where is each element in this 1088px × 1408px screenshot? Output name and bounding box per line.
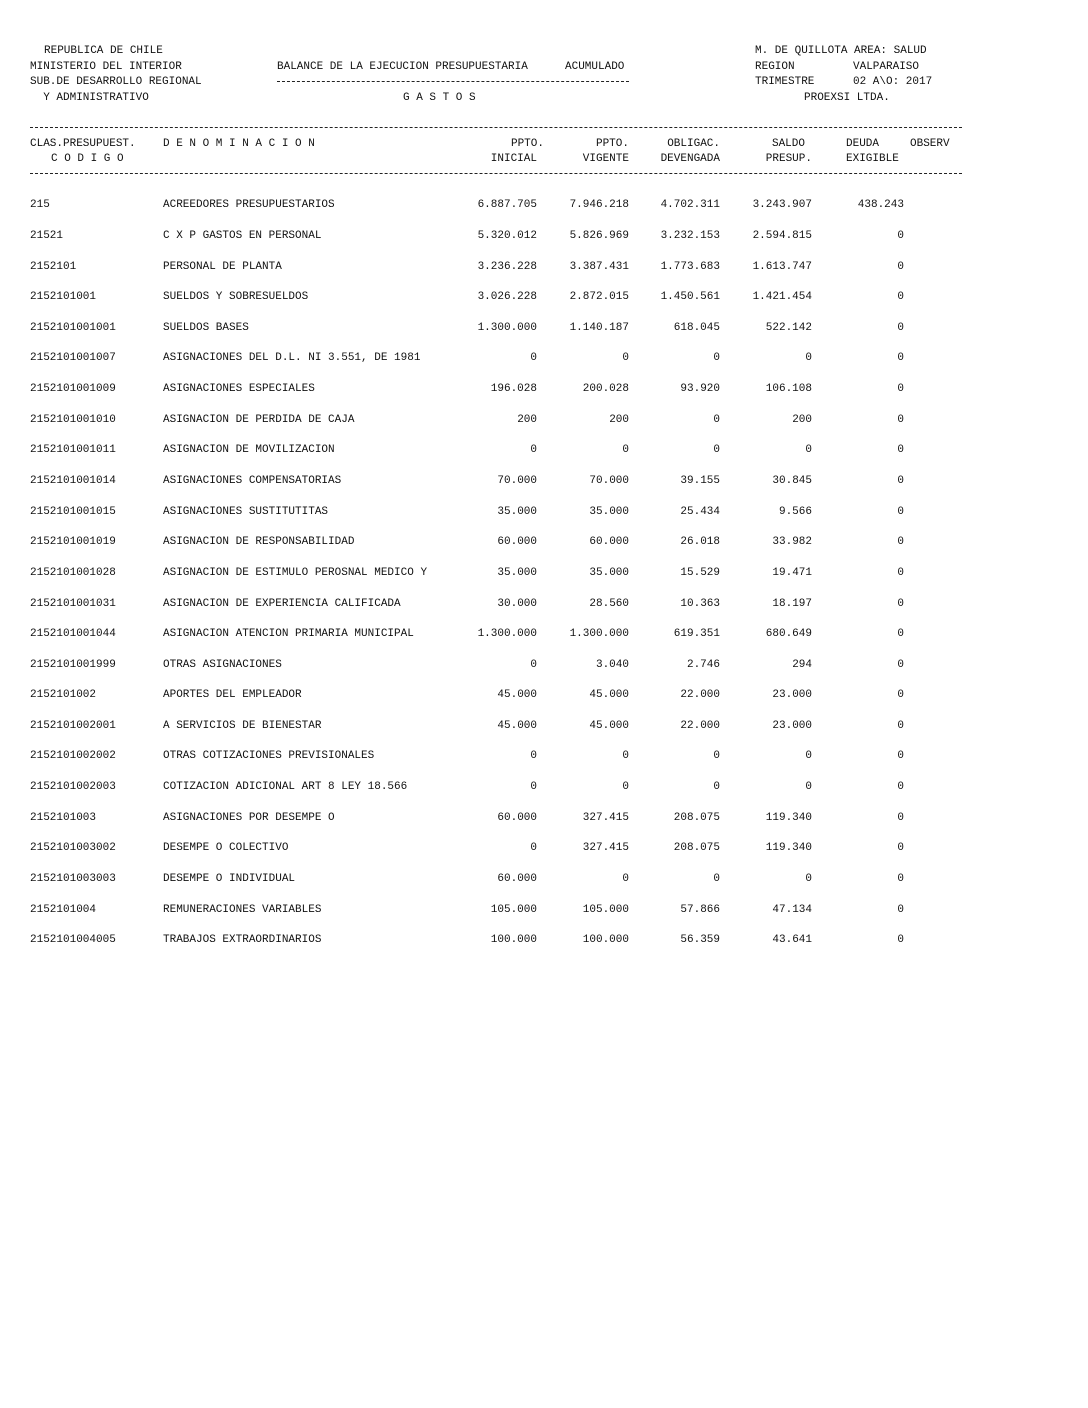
row-ppto-vigente: 7.946.218 — [569, 199, 629, 211]
row-codigo: 2152101004 — [30, 904, 97, 916]
row-saldo-presup: 0 — [805, 444, 812, 456]
table-row — [0, 658, 1088, 672]
col-denominacion: D E N O M I N A C I O N — [163, 138, 315, 150]
row-denominacion: ASIGNACION DE MOVILIZACION — [163, 444, 335, 456]
col-saldo-l1: SALDO — [771, 138, 805, 150]
table-row — [0, 198, 1088, 212]
row-codigo: 2152101001028 — [30, 567, 116, 579]
table-row — [0, 382, 1088, 396]
row-ppto-vigente: 35.000 — [589, 567, 629, 579]
row-saldo-presup: 43.641 — [772, 934, 812, 946]
row-denominacion: TRABAJOS EXTRAORDINARIOS — [163, 934, 322, 946]
row-deuda-exigible: 0 — [897, 720, 904, 732]
row-codigo: 2152101001 — [30, 291, 97, 303]
row-obligac-devengada: 0 — [713, 873, 720, 885]
row-codigo: 215 — [30, 199, 50, 211]
row-deuda-exigible: 0 — [897, 414, 904, 426]
row-saldo-presup: 0 — [805, 873, 812, 885]
row-denominacion: ASIGNACIONES SUSTITUTITAS — [163, 506, 329, 518]
col-saldo-l2: PRESUP. — [765, 153, 812, 165]
row-denominacion: ASIGNACION DE EXPERIENCIA CALIFICADA — [163, 598, 401, 610]
col-observ: OBSERV — [910, 138, 950, 150]
row-ppto-vigente: 105.000 — [582, 904, 629, 916]
col-clas-l1: CLAS.PRESUPUEST. — [30, 138, 136, 150]
row-denominacion: ASIGNACIONES POR DESEMPE O — [163, 812, 335, 824]
row-ppto-vigente: 0 — [622, 750, 629, 762]
row-saldo-presup: 9.566 — [778, 506, 812, 518]
row-denominacion: C X P GASTOS EN PERSONAL — [163, 230, 322, 242]
row-deuda-exigible: 0 — [897, 750, 904, 762]
row-deuda-exigible: 0 — [897, 352, 904, 364]
row-ppto-inicial: 196.028 — [490, 383, 537, 395]
table-row — [0, 597, 1088, 611]
header-region-value: VALPARAISO — [853, 61, 920, 73]
row-denominacion: DESEMPE O INDIVIDUAL — [163, 873, 296, 885]
table-row — [0, 780, 1088, 794]
row-ppto-inicial: 6.887.705 — [477, 199, 537, 211]
header-administrativo: Y ADMINISTRATIVO — [30, 92, 149, 104]
row-obligac-devengada: 22.000 — [680, 720, 720, 732]
row-saldo-presup: 119.340 — [765, 842, 812, 854]
row-denominacion: ASIGNACION DE RESPONSABILIDAD — [163, 536, 355, 548]
col-deuda-l1: DEUDA — [846, 138, 880, 150]
row-obligac-devengada: 0 — [713, 414, 720, 426]
row-obligac-devengada: 0 — [713, 781, 720, 793]
row-ppto-vigente: 1.140.187 — [569, 322, 629, 334]
row-ppto-vigente: 0 — [622, 444, 629, 456]
row-deuda-exigible: 0 — [897, 904, 904, 916]
row-denominacion: OTRAS ASIGNACIONES — [163, 659, 282, 671]
row-denominacion: ASIGNACIONES COMPENSATORIAS — [163, 475, 342, 487]
row-deuda-exigible: 0 — [897, 536, 904, 548]
row-ppto-vigente: 200.028 — [582, 383, 629, 395]
header-subdere: SUB.DE DESARROLLO REGIONAL — [30, 76, 202, 88]
row-ppto-inicial: 35.000 — [497, 567, 537, 579]
row-ppto-inicial: 1.300.000 — [477, 628, 537, 640]
row-deuda-exigible: 0 — [897, 291, 904, 303]
row-obligac-devengada: 618.045 — [673, 322, 720, 334]
row-obligac-devengada: 56.359 — [680, 934, 720, 946]
row-codigo: 2152101 — [30, 261, 77, 273]
header-municipio: M. DE QUILLOTA AREA: SALUD — [755, 45, 927, 57]
row-deuda-exigible: 0 — [897, 475, 904, 487]
row-obligac-devengada: 1.773.683 — [660, 261, 720, 273]
row-ppto-inicial: 0 — [530, 842, 537, 854]
report-title: BALANCE DE LA EJECUCION PRESUPUESTARIA — [277, 61, 528, 73]
row-denominacion: PERSONAL DE PLANTA — [163, 261, 282, 273]
row-deuda-exigible: 0 — [897, 261, 904, 273]
col-obligac-l1: OBLIGAC. — [667, 138, 720, 150]
row-ppto-vigente: 327.415 — [582, 812, 629, 824]
row-codigo: 2152101003002 — [30, 842, 116, 854]
table-row — [0, 749, 1088, 763]
row-codigo: 2152101001031 — [30, 598, 116, 610]
row-deuda-exigible: 0 — [897, 322, 904, 334]
row-deuda-exigible: 0 — [897, 781, 904, 793]
row-ppto-vigente: 5.826.969 — [569, 230, 629, 242]
row-deuda-exigible: 0 — [897, 689, 904, 701]
table-row — [0, 505, 1088, 519]
row-deuda-exigible: 0 — [897, 842, 904, 854]
row-denominacion: ACREEDORES PRESUPUESTARIOS — [163, 199, 335, 211]
header-trimestre-label: TRIMESTRE — [755, 76, 815, 88]
row-denominacion: A SERVICIOS DE BIENESTAR — [163, 720, 322, 732]
row-denominacion: ASIGNACION ATENCION PRIMARIA MUNICIPAL — [163, 628, 414, 640]
row-codigo: 2152101002003 — [30, 781, 116, 793]
row-deuda-exigible: 0 — [897, 506, 904, 518]
row-codigo: 2152101004005 — [30, 934, 116, 946]
row-saldo-presup: 119.340 — [765, 812, 812, 824]
row-codigo: 2152101001011 — [30, 444, 116, 456]
row-codigo: 2152101003003 — [30, 873, 116, 885]
header-company: PROEXSI LTDA. — [804, 92, 890, 104]
row-saldo-presup: 23.000 — [772, 720, 812, 732]
table-row — [0, 566, 1088, 580]
row-deuda-exigible: 0 — [897, 598, 904, 610]
divider-top — [30, 127, 962, 128]
col-clas-l2: C O D I G O — [51, 153, 124, 165]
table-row — [0, 903, 1088, 917]
row-saldo-presup: 1.421.454 — [752, 291, 812, 303]
row-saldo-presup: 294 — [792, 659, 812, 671]
row-denominacion: ASIGNACION DE PERDIDA DE CAJA — [163, 414, 355, 426]
row-obligac-devengada: 26.018 — [680, 536, 720, 548]
row-ppto-inicial: 5.320.012 — [477, 230, 537, 242]
row-deuda-exigible: 0 — [897, 934, 904, 946]
header-region-label: REGION — [755, 61, 795, 73]
row-obligac-devengada: 39.155 — [680, 475, 720, 487]
table-row — [0, 627, 1088, 641]
row-obligac-devengada: 208.075 — [673, 812, 720, 824]
row-obligac-devengada: 10.363 — [680, 598, 720, 610]
row-ppto-vigente: 0 — [622, 781, 629, 793]
row-codigo: 2152101001009 — [30, 383, 116, 395]
row-deuda-exigible: 0 — [897, 873, 904, 885]
col-obligac-l2: DEVENGADA — [660, 153, 720, 165]
row-saldo-presup: 23.000 — [772, 689, 812, 701]
row-deuda-exigible: 0 — [897, 659, 904, 671]
table-row — [0, 260, 1088, 274]
row-obligac-devengada: 22.000 — [680, 689, 720, 701]
row-obligac-devengada: 4.702.311 — [660, 199, 720, 211]
row-obligac-devengada: 57.866 — [680, 904, 720, 916]
row-codigo: 2152101002001 — [30, 720, 116, 732]
row-saldo-presup: 47.134 — [772, 904, 812, 916]
header-republica: REPUBLICA DE CHILE — [44, 45, 163, 57]
row-obligac-devengada: 0 — [713, 750, 720, 762]
table-row — [0, 290, 1088, 304]
row-saldo-presup: 18.197 — [772, 598, 812, 610]
row-saldo-presup: 200 — [792, 414, 812, 426]
row-ppto-inicial: 3.236.228 — [477, 261, 537, 273]
divider-header-bottom — [30, 173, 962, 174]
row-saldo-presup: 106.108 — [765, 383, 812, 395]
row-ppto-inicial: 1.300.000 — [477, 322, 537, 334]
row-ppto-inicial: 0 — [530, 352, 537, 364]
row-ppto-vigente: 200 — [609, 414, 629, 426]
row-ppto-inicial: 60.000 — [497, 873, 537, 885]
col-vigente-l1: PPTO. — [595, 138, 629, 150]
col-deuda-l2: EXIGIBLE — [846, 153, 899, 165]
row-obligac-devengada: 2.746 — [686, 659, 720, 671]
row-denominacion: ASIGNACIONES ESPECIALES — [163, 383, 315, 395]
row-saldo-presup: 33.982 — [772, 536, 812, 548]
row-obligac-devengada: 0 — [713, 352, 720, 364]
row-ppto-vigente: 0 — [622, 352, 629, 364]
row-denominacion: COTIZACION ADICIONAL ART 8 LEY 18.566 — [163, 781, 408, 793]
report-subtitle: G A S T O S — [403, 92, 476, 104]
row-denominacion: APORTES DEL EMPLEADOR — [163, 689, 302, 701]
row-codigo: 2152101002002 — [30, 750, 116, 762]
row-ppto-inicial: 60.000 — [497, 812, 537, 824]
table-row — [0, 535, 1088, 549]
row-ppto-inicial: 200 — [517, 414, 537, 426]
row-ppto-inicial: 0 — [530, 781, 537, 793]
table-row — [0, 229, 1088, 243]
table-row — [0, 841, 1088, 855]
table-row — [0, 688, 1088, 702]
table-row — [0, 719, 1088, 733]
row-codigo: 2152101001007 — [30, 352, 116, 364]
row-codigo: 2152101001015 — [30, 506, 116, 518]
row-ppto-inicial: 0 — [530, 750, 537, 762]
row-deuda-exigible: 0 — [897, 230, 904, 242]
row-codigo: 21521 — [30, 230, 64, 242]
row-saldo-presup: 19.471 — [772, 567, 812, 579]
row-saldo-presup: 680.649 — [765, 628, 812, 640]
table-row — [0, 872, 1088, 886]
row-obligac-devengada: 25.434 — [680, 506, 720, 518]
row-ppto-vigente: 3.040 — [595, 659, 629, 671]
row-saldo-presup: 3.243.907 — [752, 199, 812, 211]
row-codigo: 2152101001999 — [30, 659, 116, 671]
table-row — [0, 321, 1088, 335]
table-row — [0, 474, 1088, 488]
row-ppto-inicial: 3.026.228 — [477, 291, 537, 303]
table-row — [0, 443, 1088, 457]
col-inicial-l2: INICIAL — [490, 153, 537, 165]
row-saldo-presup: 30.845 — [772, 475, 812, 487]
row-obligac-devengada: 15.529 — [680, 567, 720, 579]
row-ppto-inicial: 70.000 — [497, 475, 537, 487]
row-ppto-inicial: 105.000 — [490, 904, 537, 916]
row-ppto-vigente: 327.415 — [582, 842, 629, 854]
row-ppto-inicial: 45.000 — [497, 720, 537, 732]
row-obligac-devengada: 208.075 — [673, 842, 720, 854]
table-row — [0, 811, 1088, 825]
row-ppto-vigente: 35.000 — [589, 506, 629, 518]
row-ppto-vigente: 3.387.431 — [569, 261, 629, 273]
row-codigo: 2152101001001 — [30, 322, 116, 334]
row-ppto-inicial: 45.000 — [497, 689, 537, 701]
row-ppto-inicial: 30.000 — [497, 598, 537, 610]
row-denominacion: REMUNERACIONES VARIABLES — [163, 904, 322, 916]
row-denominacion: DESEMPE O COLECTIVO — [163, 842, 289, 854]
row-codigo: 2152101001014 — [30, 475, 116, 487]
row-deuda-exigible: 0 — [897, 567, 904, 579]
row-deuda-exigible: 0 — [897, 628, 904, 640]
row-ppto-vigente: 100.000 — [582, 934, 629, 946]
row-codigo: 2152101003 — [30, 812, 97, 824]
table-row — [0, 413, 1088, 427]
col-vigente-l2: VIGENTE — [582, 153, 629, 165]
row-ppto-vigente: 45.000 — [589, 720, 629, 732]
row-obligac-devengada: 1.450.561 — [660, 291, 720, 303]
row-deuda-exigible: 0 — [897, 383, 904, 395]
title-underline — [277, 81, 629, 82]
row-ppto-inicial: 0 — [530, 659, 537, 671]
header-trimestre-value: 02 A\O: 2017 — [853, 76, 933, 88]
row-ppto-inicial: 0 — [530, 444, 537, 456]
row-obligac-devengada: 93.920 — [680, 383, 720, 395]
row-deuda-exigible: 438.243 — [857, 199, 904, 211]
row-ppto-inicial: 35.000 — [497, 506, 537, 518]
row-codigo: 2152101002 — [30, 689, 97, 701]
row-denominacion: OTRAS COTIZACIONES PREVISIONALES — [163, 750, 375, 762]
row-saldo-presup: 0 — [805, 750, 812, 762]
row-deuda-exigible: 0 — [897, 812, 904, 824]
row-ppto-vigente: 70.000 — [589, 475, 629, 487]
row-obligac-devengada: 0 — [713, 444, 720, 456]
row-saldo-presup: 0 — [805, 781, 812, 793]
row-saldo-presup: 1.613.747 — [752, 261, 812, 273]
row-obligac-devengada: 3.232.153 — [660, 230, 720, 242]
table-row — [0, 351, 1088, 365]
row-codigo: 2152101001044 — [30, 628, 116, 640]
row-saldo-presup: 2.594.815 — [752, 230, 812, 242]
row-codigo: 2152101001010 — [30, 414, 116, 426]
row-denominacion: SUELDOS BASES — [163, 322, 249, 334]
header-ministerio: MINISTERIO DEL INTERIOR — [30, 61, 182, 73]
row-ppto-vigente: 28.560 — [589, 598, 629, 610]
row-codigo: 2152101001019 — [30, 536, 116, 548]
row-ppto-vigente: 2.872.015 — [569, 291, 629, 303]
row-denominacion: ASIGNACIONES DEL D.L. NI 3.551, DE 1981 — [163, 352, 421, 364]
row-obligac-devengada: 619.351 — [673, 628, 720, 640]
table-row — [0, 933, 1088, 947]
row-ppto-vigente: 1.300.000 — [569, 628, 629, 640]
col-inicial-l1: PPTO. — [510, 138, 544, 150]
row-ppto-vigente: 0 — [622, 873, 629, 885]
row-denominacion: SUELDOS Y SOBRESUELDOS — [163, 291, 309, 303]
report-mode: ACUMULADO — [565, 61, 625, 73]
row-saldo-presup: 522.142 — [765, 322, 812, 334]
row-ppto-vigente: 60.000 — [589, 536, 629, 548]
row-ppto-inicial: 60.000 — [497, 536, 537, 548]
row-saldo-presup: 0 — [805, 352, 812, 364]
row-denominacion: ASIGNACION DE ESTIMULO PEROSNAL MEDICO Y — [163, 567, 428, 579]
row-deuda-exigible: 0 — [897, 444, 904, 456]
row-ppto-vigente: 45.000 — [589, 689, 629, 701]
row-ppto-inicial: 100.000 — [490, 934, 537, 946]
